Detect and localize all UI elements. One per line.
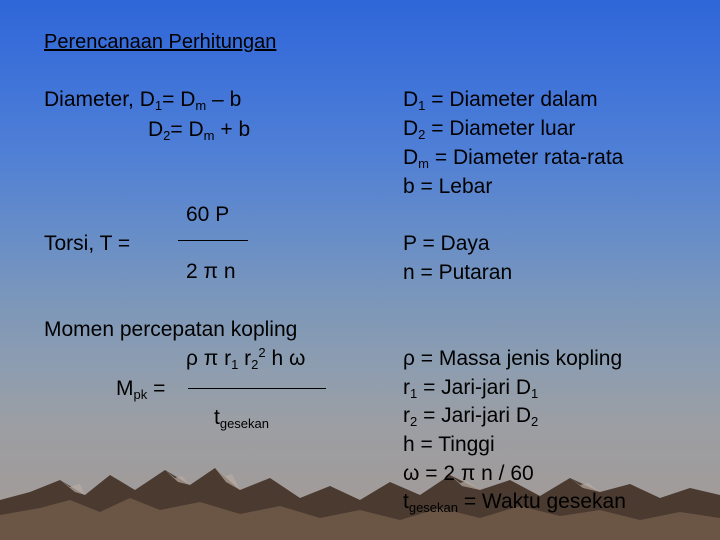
d2-subscript: 2 xyxy=(163,128,171,143)
mpk-label xyxy=(116,377,165,401)
legend-dm xyxy=(403,146,623,170)
legend-d2-sub: 2 xyxy=(418,127,426,142)
legend-r2-sub: 2 xyxy=(410,414,418,429)
d1-equals: = D xyxy=(162,88,196,111)
legend-t-sub: gesekan xyxy=(408,500,458,515)
legend-r2-end-sub: 2 xyxy=(531,414,539,429)
legend-r1-prefix: r xyxy=(403,376,410,399)
legend-omega: ω = 2 π n / 60 xyxy=(403,462,534,485)
momen-label: Momen percepatan kopling xyxy=(44,318,298,341)
mpk-equals: = xyxy=(147,377,166,400)
legend-n: n = Putaran xyxy=(403,261,513,284)
diameter-formula-d2 xyxy=(148,118,250,142)
diameter-formula-d1 xyxy=(44,88,241,112)
minus-b: – b xyxy=(206,88,242,111)
legend-r1-end-sub: 1 xyxy=(531,386,539,401)
momen-denominator xyxy=(214,406,269,430)
legend-d1-prefix: D xyxy=(403,88,419,111)
torsi-label: Torsi, T = xyxy=(44,232,131,255)
momen-num-a: ρ π r xyxy=(186,347,232,370)
legend-d1 xyxy=(403,88,598,112)
legend-t-text: = Waktu gesekan xyxy=(458,490,626,513)
legend-d2 xyxy=(403,117,575,141)
dm-subscript-2: m xyxy=(203,128,215,143)
legend-t xyxy=(403,490,626,514)
momen-num-b: r xyxy=(238,347,252,370)
momen-fraction-line xyxy=(188,388,326,389)
legend-dm-text: = Diameter rata-rata xyxy=(429,146,624,169)
legend-t-prefix: t xyxy=(403,490,409,513)
legend-r1 xyxy=(403,376,538,400)
momen-numerator xyxy=(186,347,305,371)
r2-subscript: 2 xyxy=(251,357,259,372)
gesekan-subscript: gesekan xyxy=(219,416,269,431)
t-prefix: t xyxy=(214,406,220,429)
legend-d1-text: = Diameter dalam xyxy=(425,88,598,111)
torsi-denominator: 2 π n xyxy=(186,260,236,283)
legend-r1-sub: 1 xyxy=(410,386,418,401)
legend-r2-text: = Jari-jari D xyxy=(417,404,532,427)
mpk-subscript: pk xyxy=(133,387,148,402)
r2-superscript: 2 xyxy=(258,345,266,360)
momen-num-c: h ω xyxy=(265,347,306,370)
legend-d1-sub: 1 xyxy=(418,98,426,113)
legend-r2 xyxy=(403,404,538,428)
page-title: Perencanaan Perhitungan xyxy=(44,31,277,53)
plus-b: + b xyxy=(214,118,251,141)
legend-dm-sub: m xyxy=(418,156,430,171)
d2-equals: = D xyxy=(170,118,204,141)
legend-h: h = Tinggi xyxy=(403,433,495,456)
legend-d2-text: = Diameter luar xyxy=(425,117,576,140)
legend-dm-prefix: D xyxy=(403,146,419,169)
legend-p: P = Daya xyxy=(403,232,490,255)
legend-r1-text: = Jari-jari D xyxy=(417,376,532,399)
legend-b: b = Lebar xyxy=(403,175,493,198)
legend-r2-prefix: r xyxy=(403,404,410,427)
r1-subscript: 1 xyxy=(231,357,239,372)
mpk-prefix: M xyxy=(116,377,134,400)
torsi-fraction-line xyxy=(178,240,248,241)
torsi-numerator: 60 P xyxy=(186,203,230,226)
d1-subscript: 1 xyxy=(154,98,163,113)
diameter-label: Diameter, D xyxy=(44,88,155,111)
legend-rho: ρ = Massa jenis kopling xyxy=(403,347,623,370)
legend-d2-prefix: D xyxy=(403,117,419,140)
d2-prefix: D xyxy=(148,118,164,141)
dm-subscript: m xyxy=(195,98,207,113)
